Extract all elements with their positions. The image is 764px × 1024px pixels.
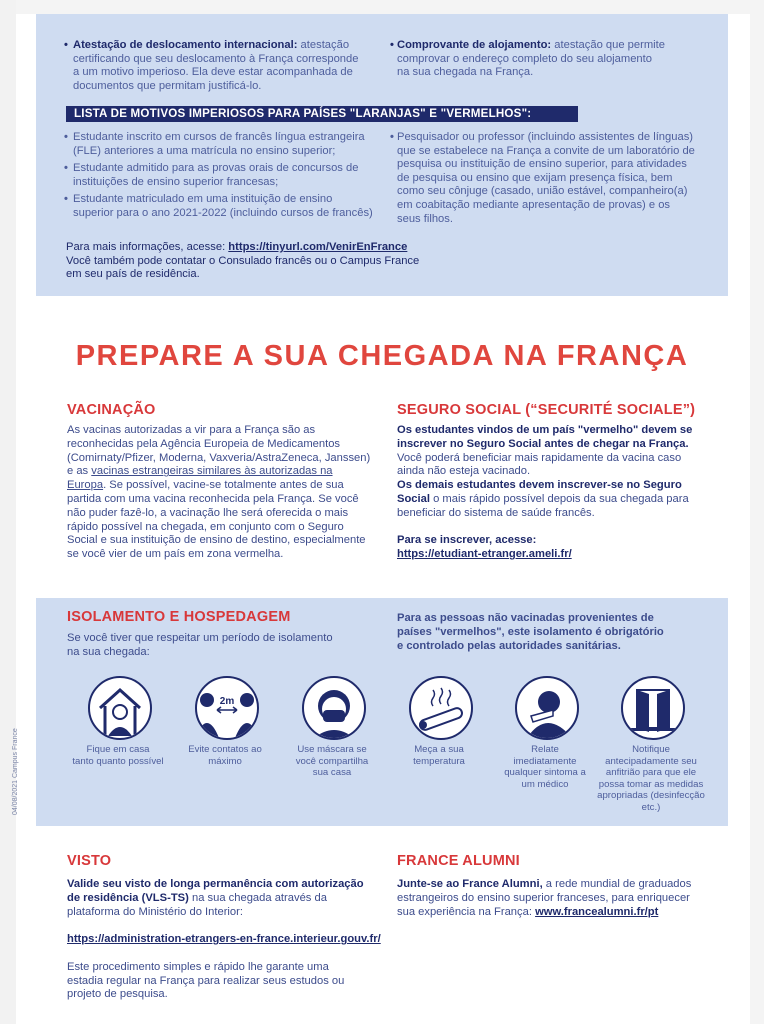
social-security-heading: SEGURO SOCIAL (“SECURITÉ SOCIALE”) bbox=[397, 402, 696, 418]
frame-left bbox=[0, 0, 16, 1024]
text-line: Evite contatos ao bbox=[188, 744, 262, 755]
text-line: de residência (VLS-TS) bbox=[67, 891, 189, 904]
mask-icon bbox=[302, 676, 366, 740]
thermometer-caption bbox=[384, 744, 494, 767]
visa-rest-first: na sua chegada através da bbox=[188, 891, 327, 904]
text-line: plataforma do Ministério do Interior: bbox=[67, 905, 243, 918]
text-line: não puder fazê-lo, a vacinação lhe será oferecida o mais bbox=[67, 506, 349, 519]
bullet-dot: • bbox=[64, 39, 68, 51]
text-line: pesquisa ou instituição de ensino superior, para atividades bbox=[397, 158, 687, 171]
visa-text bbox=[67, 878, 387, 1002]
isolation-text bbox=[67, 632, 367, 660]
text-line: em seu país de residência. bbox=[66, 268, 200, 281]
travel-certificate-rest: atestação bbox=[297, 39, 350, 51]
text-line: de pesquisa ou ensino que exijam presença física, bem bbox=[397, 171, 673, 184]
distance-icon bbox=[195, 676, 259, 740]
text-line: Valide seu visto de longa permanência com autorização bbox=[67, 878, 364, 890]
social-security-normal-b bbox=[397, 507, 595, 519]
text-line: estrangeiros do ensino superior franceses, para enriquecer bbox=[397, 891, 690, 904]
social-security-normal-b-first: o mais rápido possível depois da sua chegada para bbox=[429, 492, 689, 505]
bullet-dot: • bbox=[390, 39, 394, 51]
text-line: imediatamente bbox=[513, 755, 577, 767]
administration-link[interactable]: https://administration-etrangers-en-france.interieur.gouv.fr/ bbox=[67, 933, 381, 946]
vaccination-text bbox=[67, 424, 377, 562]
venir-en-france-link[interactable]: https://tinyurl.com/VenirEnFrance bbox=[228, 241, 408, 253]
social-security-word: Social bbox=[397, 492, 430, 505]
report-symptom-icon bbox=[515, 676, 579, 740]
isolation-mandatory-text bbox=[397, 612, 717, 653]
text-line: anfitrião para que ele bbox=[605, 767, 697, 779]
register-label: Para se inscrever, acesse: bbox=[397, 534, 537, 547]
text-line: antecipadamente seu bbox=[605, 755, 697, 767]
text-line: etc.) bbox=[641, 801, 661, 813]
social-security-normal-a bbox=[397, 452, 681, 478]
text-line: Este procedimento simples e rápido lhe garante uma bbox=[67, 960, 329, 973]
travel-certificate-text bbox=[73, 39, 383, 93]
text-line: (Comirnaty/Pfizer, Moderna, Vaxveria/AstraZeneca, Janssen) bbox=[67, 451, 371, 464]
alumni-heading: FRANCE ALUMNI bbox=[397, 853, 520, 869]
text-line: ainda não esteja vacinado. bbox=[397, 465, 531, 478]
visa-heading: VISTO bbox=[67, 853, 112, 869]
housing-proof-lines bbox=[397, 53, 652, 79]
social-security-bold-a bbox=[397, 424, 692, 450]
vaccination-text-b-first: . Se possível, vacine-se totalmente antes de sua bbox=[103, 479, 344, 492]
text-line: Relate bbox=[531, 744, 559, 755]
imperious-reasons-heading: LISTA DE MOTIVOS IMPERIOSOS PARA PAÍSES "LARANJAS" E "VERMELHOS": bbox=[66, 106, 578, 122]
text-line: Social e sua instituição de ensino de destino, especialmente bbox=[67, 534, 366, 547]
reason-item bbox=[73, 162, 383, 189]
europa-link[interactable]: Europa bbox=[67, 479, 104, 492]
text-line: estadia regular na França para realizar seus estudos ou bbox=[67, 974, 345, 987]
text-line: você compartilha bbox=[295, 755, 369, 767]
vaccination-lines-a bbox=[67, 424, 370, 464]
notify-host-caption bbox=[596, 744, 706, 814]
frame-right bbox=[750, 0, 764, 1024]
visa-rest bbox=[67, 906, 243, 918]
text-line: como seu cônjuge (casado, união estável, companheiro(a) bbox=[397, 185, 688, 198]
text-line: Pesquisador ou professor (incluindo assistentes de línguas) bbox=[397, 131, 694, 143]
text-line: se você vier de um país em zona vermelha. bbox=[67, 548, 284, 561]
notify-host-icon bbox=[621, 676, 685, 740]
text-line: Se você tiver que respeitar um período de isolamento bbox=[67, 632, 333, 644]
text-line: Os demais estudantes devem inscrever-se no Seguro bbox=[397, 479, 682, 492]
text-line: certificando que seu deslocamento à França corresponde bbox=[73, 52, 359, 65]
travel-certificate-label: Atestação de deslocamento internacional: bbox=[73, 39, 298, 51]
text-line: países "vermelhos", este isolamento é obrigatório bbox=[397, 625, 664, 638]
vaccination-heading: VACINAÇÃO bbox=[67, 402, 156, 418]
text-line: possa tomar as medidas bbox=[598, 778, 704, 790]
more-info bbox=[66, 241, 486, 282]
text-line: beneficiar do sistema de saúde francês. bbox=[397, 506, 595, 519]
alumni-rest-first: a rede mundial de graduados bbox=[542, 878, 692, 890]
alumni-bold: Junte-se ao France Alumni, bbox=[397, 878, 543, 890]
text-line: Você poderá beneficiar mais rapidamente da vacina caso bbox=[397, 451, 682, 464]
ameli-link[interactable]: https://etudiant-etranger.ameli.fr/ bbox=[397, 548, 572, 561]
text-line: Fique em casa bbox=[86, 744, 150, 755]
text-line: Para as pessoas não vacinadas provenientes de bbox=[397, 612, 654, 624]
reason-item bbox=[73, 131, 383, 158]
credit-line: 04/08/2021 Campus France bbox=[12, 728, 19, 815]
mask-caption bbox=[277, 744, 387, 779]
text-line: Estudante admitido para as provas orais de concursos de bbox=[73, 162, 359, 174]
reasons-list-right bbox=[397, 131, 717, 226]
text-line: superior para o ano 2021-2022 (incluindo cursos de francês) bbox=[73, 206, 373, 219]
text-line: em coabitação mediante apresentação de provas) e os bbox=[397, 198, 671, 211]
text-line: na sua chegada: bbox=[67, 645, 150, 658]
vaccination-lines-b bbox=[67, 493, 366, 560]
visa-end bbox=[67, 961, 344, 1001]
text-line: e controlado pelas autoridades sanitárias. bbox=[397, 639, 621, 652]
france-alumni-link[interactable]: www.francealumni.fr/pt bbox=[535, 905, 659, 918]
bullet-dot: • bbox=[390, 131, 394, 143]
distance-caption bbox=[170, 744, 280, 767]
text-line: um médico bbox=[521, 778, 569, 790]
text-line: seus filhos. bbox=[397, 212, 453, 225]
text-line: que se estabelece na França a convite de um laboratório de bbox=[397, 144, 695, 157]
housing-proof-rest: atestação que permite bbox=[551, 39, 665, 51]
text-line: na sua chegada na França. bbox=[397, 66, 534, 79]
alumni-text bbox=[397, 878, 717, 919]
frame-top bbox=[0, 0, 764, 14]
text-line: máximo bbox=[208, 755, 242, 767]
more-info-prefix: Para mais informações, acesse: bbox=[66, 241, 229, 253]
text-line: documentos que permitam justificá-lo. bbox=[73, 79, 262, 92]
travel-certificate-lines bbox=[73, 53, 358, 92]
housing-proof-label: Comprovante de alojamento: bbox=[397, 39, 552, 51]
text-line: sua casa bbox=[312, 767, 352, 779]
text-line: Meça a sua bbox=[414, 744, 464, 755]
reason-item bbox=[73, 193, 383, 220]
distance-label: 2m bbox=[219, 696, 235, 707]
text-line: instituições de ensino superior francesas; bbox=[73, 175, 279, 188]
text-line: comprovar o endereço completo do seu alojamento bbox=[397, 52, 652, 65]
bullet-dot: • bbox=[64, 193, 68, 205]
text-line: As vacinas autorizadas a vir para a França são as bbox=[67, 424, 316, 436]
text-line: Você também pode contatar o Consulado francês ou o Campus France bbox=[66, 254, 420, 267]
alumni-rest bbox=[397, 892, 690, 904]
thermometer-icon bbox=[409, 676, 473, 740]
text-line: temperatura bbox=[413, 755, 465, 767]
more-info-lines bbox=[66, 255, 419, 281]
isolation-heading: ISOLAMENTO E HOSPEDAGEM bbox=[67, 609, 291, 625]
text-line: Notifique bbox=[632, 744, 670, 755]
bullet-dot: • bbox=[64, 131, 68, 143]
report-symptom-caption bbox=[490, 744, 600, 790]
vaccination-and: e as bbox=[67, 465, 92, 478]
housing-proof-text bbox=[397, 39, 717, 80]
alumni-last-prefix: sua experiência na França: bbox=[397, 905, 536, 918]
text-line: partida com uma vacina reconhecida pela França. Se você bbox=[67, 492, 359, 505]
text-line: apropriadas (desinfecção bbox=[597, 790, 705, 802]
text-line: Estudante matriculado em uma instituição de ensino bbox=[73, 193, 333, 205]
text-line: a um motivo imperioso. Ela deve estar acompanhada de bbox=[73, 66, 353, 79]
stay-home-icon bbox=[88, 676, 152, 740]
text-line: rápido possível na chegada, em conjunto com o Seguro bbox=[67, 520, 344, 533]
text-line: Os estudantes vindos de um país "vermelho" devem se bbox=[397, 424, 693, 436]
text-line: qualquer sintoma a bbox=[504, 767, 586, 779]
text-line: Estudante inscrito em cursos de francês língua estrangeira bbox=[73, 131, 365, 143]
stay-home-caption bbox=[63, 744, 173, 767]
social-security-text bbox=[397, 424, 717, 562]
text-line: projeto de pesquisa. bbox=[67, 988, 168, 1001]
similar-vaccines-link[interactable]: vacinas estrangeiras similares às autorizadas na bbox=[91, 465, 333, 478]
text-line: reconhecidas pela Agência Europeia de Medicamentos bbox=[67, 437, 341, 450]
text-line: Use máscara se bbox=[297, 744, 367, 755]
bullet-dot: • bbox=[64, 162, 68, 174]
page-title: PREPARE A SUA CHEGADA NA FRANÇA bbox=[75, 340, 689, 372]
text-line: tanto quanto possível bbox=[72, 755, 164, 767]
text-line: inscrever no Seguro Social antes de chegar na França. bbox=[397, 437, 689, 450]
social-security-bold-b bbox=[397, 479, 682, 491]
text-line: (FLE) anteriores a uma matrícula no ensino superior; bbox=[73, 144, 336, 157]
